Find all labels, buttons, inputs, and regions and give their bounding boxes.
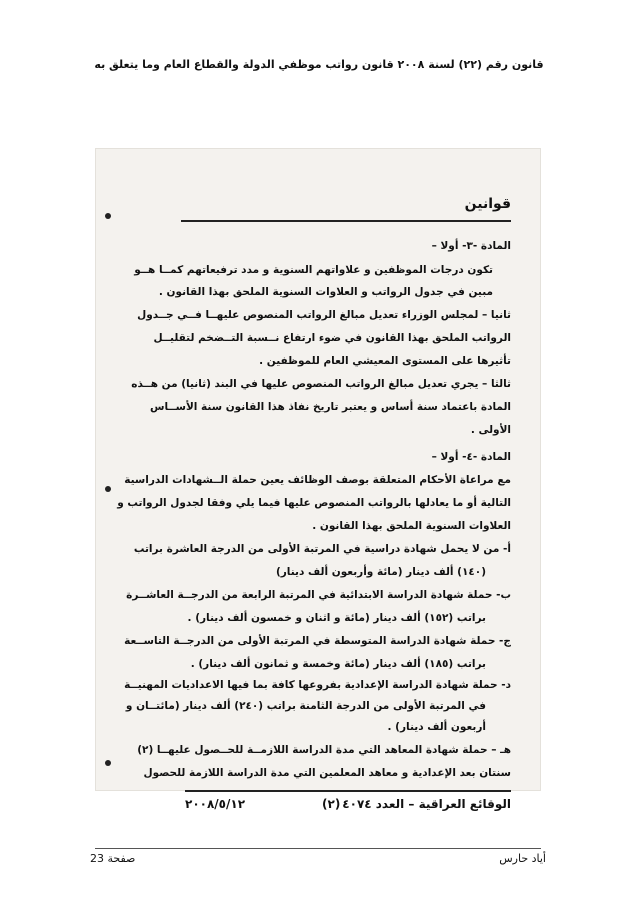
article-4-heading: المادة -٤- أولا – bbox=[431, 451, 511, 463]
scanned-page bbox=[95, 148, 541, 791]
text-line: مع مراعاة الأحكام المتعلقة بوصف الوظائف يعين حملة الــشهادات الدراسية bbox=[124, 474, 511, 486]
text-line: تأثيرها على المستوى المعيشي العام للموظفين . bbox=[259, 355, 511, 367]
page-footer-divider bbox=[95, 848, 541, 849]
text-line: ج- حملة شهادة الدراسة المتوسطة في المرتبة الأولى من الدرجــة التاســعة bbox=[124, 635, 511, 647]
text-line: د- حملة شهادة الدراسة الإعدادية بفروعها كافة بما فيها الاعداديات المهنيــة bbox=[124, 679, 511, 691]
text-line: التالية أو ما يعادلها بالرواتب المنصوص عليها فيما يلي وفقا لجدول الرواتب و bbox=[117, 497, 511, 509]
gazette-date: ٢٠٠٨/٥/١٢ bbox=[185, 797, 246, 811]
text-line: ثانيا – لمجلس الوزراء تعديل مبالغ الرواتب المنصوص عليهــا فــي جــدول bbox=[137, 309, 511, 321]
text-line: تكون درجات الموظفين و علاواتهم السنوية و مدد ترفيعاتهم كمــا هــو bbox=[134, 264, 493, 276]
punch-hole-mark bbox=[105, 213, 111, 219]
text-line: مبين في جدول الرواتب و العلاوات السنوية الملحق بهذا القانون . bbox=[158, 286, 493, 298]
text-line: (١٤٠) ألف دينار (مائة وأربعون ألف دينار) bbox=[275, 566, 486, 578]
section-title: قوانين bbox=[464, 196, 511, 212]
text-line: براتب (١٨٥) ألف دينار (مائة وخمسة و ثمانون ألف دينار) . bbox=[190, 658, 486, 670]
punch-hole-mark bbox=[105, 760, 111, 766]
text-line: ب- حملة شهادة الدراسة الابتدائية في المرتبة الرابعة من الدرجــة العاشــرة bbox=[126, 589, 511, 601]
text-line: سنتان بعد الإعدادية و معاهد المعلمين التي مدة الدراسة اللازمة للحصول bbox=[143, 767, 511, 779]
text-line: أربعون ألف دينار) . bbox=[387, 721, 486, 733]
gazette-page-number: (٢) bbox=[322, 797, 341, 811]
author-name: أياد حارس bbox=[499, 852, 546, 865]
text-line: في المرتبة الأولى من الدرجة الثامنة براتب (٢٤٠) ألف دينار (مائتــان و bbox=[125, 700, 486, 712]
text-line: أ- من لا يحمل شهادة دراسية في المرتبة الأولى من الدرجة العاشرة براتب bbox=[133, 543, 511, 555]
text-line: المادة باعتماد سنة أساس و يعتبر تاريخ نفاذ هذا القانون سنة الأســاس bbox=[150, 401, 511, 413]
page-number-label: صفحة 23 bbox=[90, 852, 136, 865]
text-line: ثالثا – يجري تعديل مبالغ الرواتب المنصوص عليها في البند (ثانيا) من هــذه bbox=[131, 378, 511, 390]
text-line: العلاوات السنوية الملحق بهذا القانون . bbox=[312, 520, 511, 532]
title-divider bbox=[181, 220, 511, 222]
footer-divider bbox=[185, 790, 511, 792]
gazette-name: الوقائع العراقية – العدد ٤٠٧٤ bbox=[342, 797, 511, 811]
text-line: الرواتب الملحق بهذا القانون في ضوء ارتفاع نــسبة التــضخم لتقليــل bbox=[153, 332, 511, 344]
document-header: قانون رقم (٢٢) لسنة ٢٠٠٨ قانون رواتب موظفي الدولة والقطاع العام وما يتعلق به bbox=[94, 58, 544, 71]
text-line: هـ – حملة شهادة المعاهد التي مدة الدراسة اللازمــة للحــصول عليهــا (٢) bbox=[137, 744, 511, 756]
article-3-heading: المادة -٣- أولا – bbox=[431, 240, 511, 252]
text-line: براتب (١٥٢) ألف دينار (مائة و اثنان و خمسون ألف دينار) . bbox=[187, 612, 486, 624]
text-line: الأولى . bbox=[470, 424, 511, 436]
punch-hole-mark bbox=[105, 486, 111, 492]
